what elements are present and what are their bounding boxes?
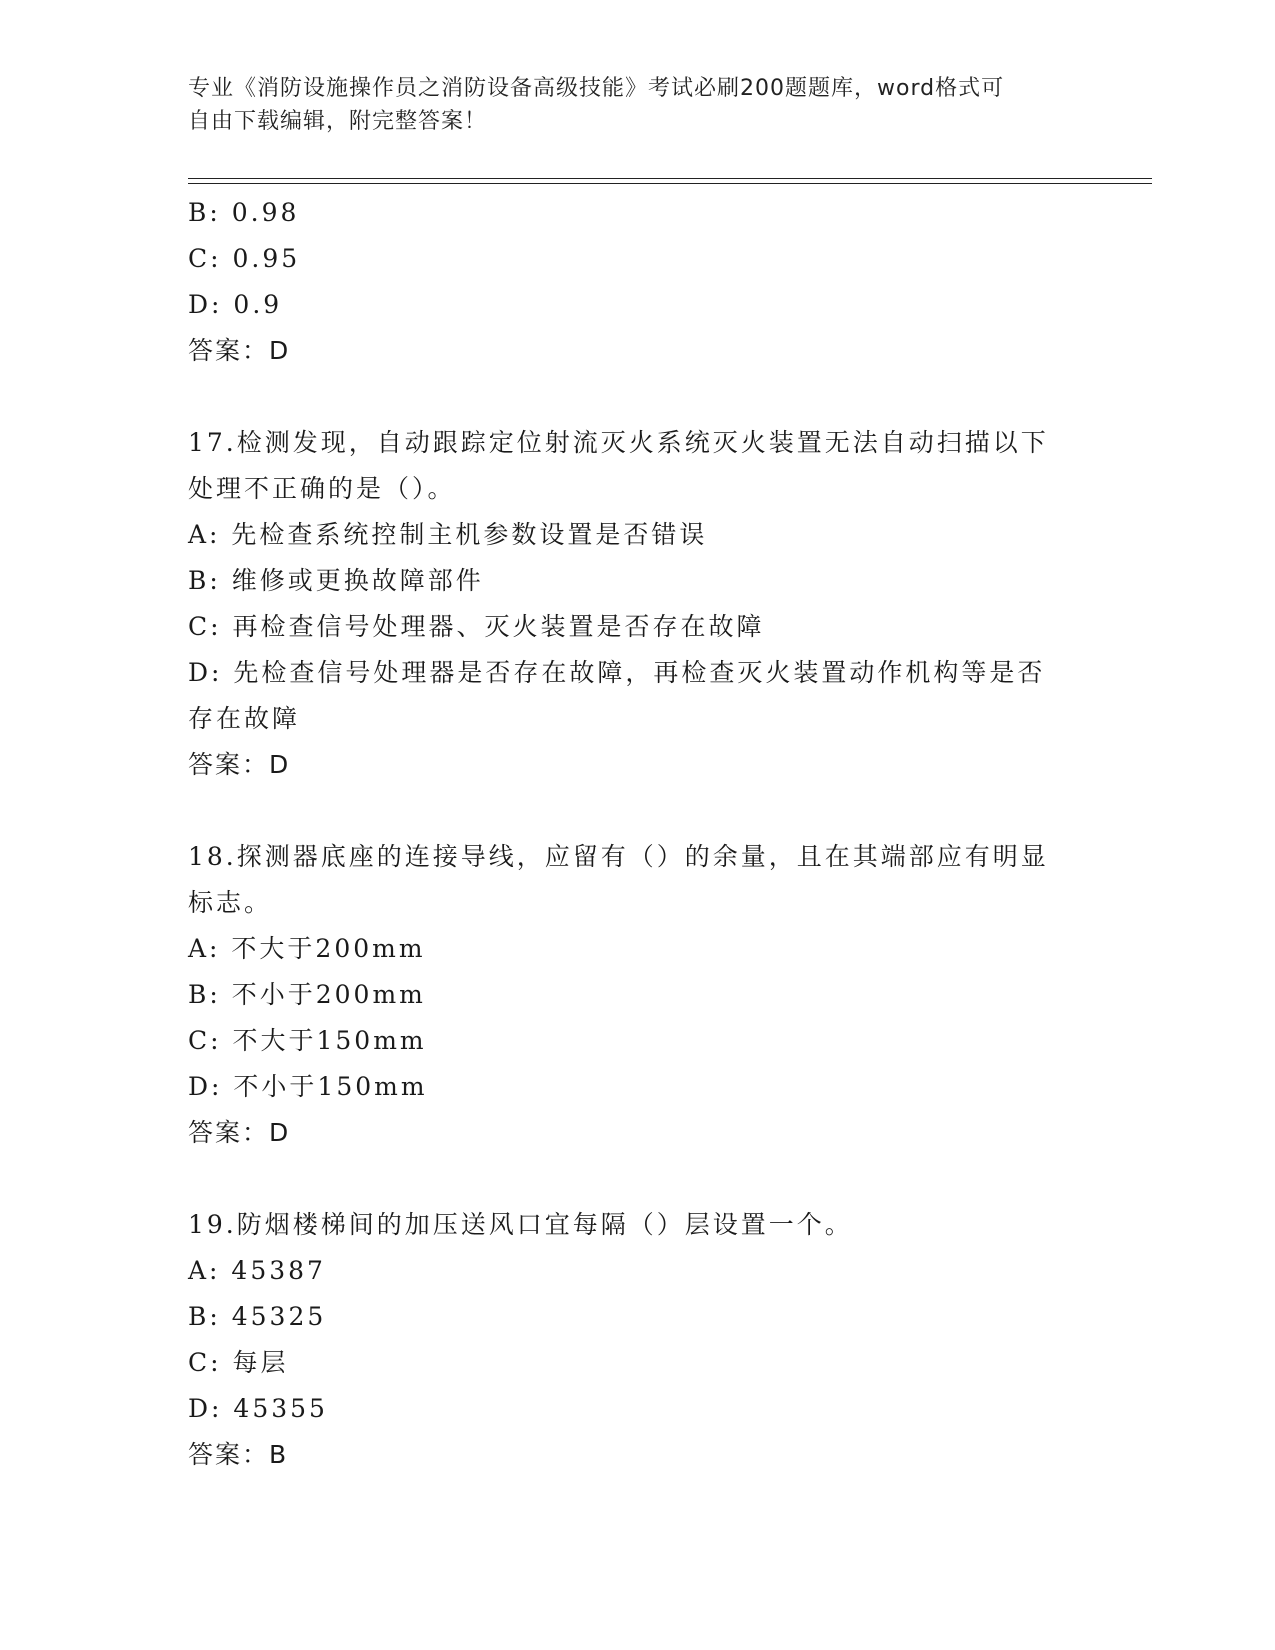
header-divider-top <box>188 178 1152 179</box>
spacer <box>188 374 1088 420</box>
answer: 答案：D <box>188 1118 291 1147</box>
option-b: B: 不小于200mm <box>188 980 426 1009</box>
option-b: B: 0.98 <box>188 198 300 227</box>
option-c: C: 0.95 <box>188 244 301 273</box>
spacer <box>188 788 1088 834</box>
question-16 <box>188 190 1088 374</box>
answer: 答案：D <box>188 750 291 779</box>
option-b: B: 维修或更换故障部件 <box>188 566 484 595</box>
option-d: D: 45355 <box>188 1394 328 1423</box>
question-stem-line-1: 19.防烟楼梯间的加压送风口宜每隔（）层设置一个。 <box>188 1210 853 1239</box>
question-stem-line-1: 17.检测发现，自动跟踪定位射流灭火系统灭火装置无法自动扫描以下 <box>188 428 1049 457</box>
spacer <box>188 1156 1088 1202</box>
header-title-line-2: 自由下载编辑，附完整答案！ <box>188 109 488 134</box>
option-b: B: 45325 <box>188 1302 327 1331</box>
option-a: A: 45387 <box>188 1256 326 1285</box>
question-list <box>188 190 1088 1478</box>
option-a: A: 不大于200mm <box>188 934 426 963</box>
document-header <box>188 72 1068 138</box>
question-19 <box>188 1202 1088 1478</box>
option-d: D: 不小于150mm <box>188 1072 428 1101</box>
answer: 答案：B <box>188 1440 289 1469</box>
option-a: A: 先检查系统控制主机参数设置是否错误 <box>188 520 708 549</box>
option-d: D: 0.9 <box>188 290 283 319</box>
question-18 <box>188 834 1088 1156</box>
question-stem-line-2: 标志。 <box>188 888 273 917</box>
option-d: D: 先检查信号处理器是否存在故障，再检查灭火装置动作机构等是否 <box>188 658 1046 687</box>
question-stem-line-1: 18.探测器底座的连接导线，应留有（）的余量，且在其端部应有明显 <box>188 842 1049 871</box>
answer: 答案：D <box>188 336 291 365</box>
option-c: C: 不大于150mm <box>188 1026 427 1055</box>
header-title-line-1: 专业《消防设施操作员之消防设备高级技能》考试必刷200题题库，word格式可 <box>188 76 1005 101</box>
header-divider-bottom <box>188 183 1152 184</box>
question-17 <box>188 420 1088 788</box>
question-stem-line-2: 处理不正确的是（）。 <box>188 474 456 503</box>
option-c: C: 每层 <box>188 1348 289 1377</box>
option-d-continuation: 存在故障 <box>188 704 301 733</box>
option-c: C: 再检查信号处理器、灭火装置是否存在故障 <box>188 612 765 641</box>
